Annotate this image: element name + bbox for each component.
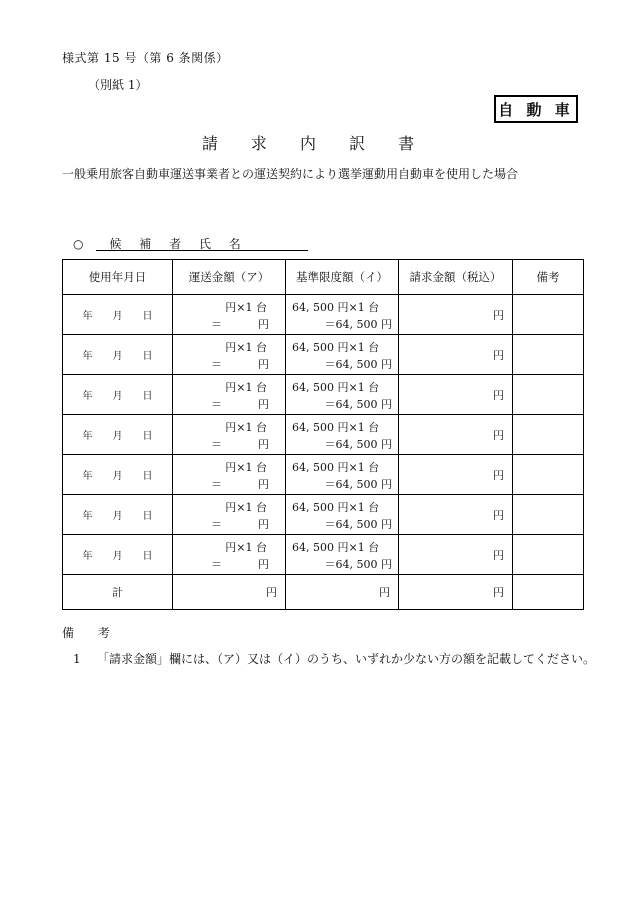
transport-amount-cell[interactable] bbox=[173, 335, 286, 375]
limit-unit: 64, 500 円×1 台 bbox=[292, 421, 380, 434]
transport-equals: ＝ bbox=[211, 478, 222, 491]
limit-amount-cell bbox=[286, 535, 399, 575]
transport-amount-cell[interactable] bbox=[173, 295, 286, 335]
header-limit-amount: 基準限度額（イ） bbox=[286, 260, 399, 295]
transport-amount-cell[interactable] bbox=[173, 455, 286, 495]
date-year: 年 bbox=[82, 471, 93, 482]
date-day: 日 bbox=[142, 471, 153, 482]
header-remarks: 備考 bbox=[513, 260, 584, 295]
total-label: 計 bbox=[63, 575, 173, 610]
total-row bbox=[63, 575, 584, 610]
remarks-cell[interactable] bbox=[513, 295, 584, 335]
transport-yen: 円 bbox=[258, 438, 269, 451]
date-day: 日 bbox=[142, 351, 153, 362]
transport-equals: ＝ bbox=[211, 438, 222, 451]
remarks-cell[interactable] bbox=[513, 535, 584, 575]
limit-unit: 64, 500 円×1 台 bbox=[292, 541, 380, 554]
table-header-row bbox=[63, 260, 584, 295]
transport-equals: ＝ bbox=[211, 358, 222, 371]
limit-unit: 64, 500 円×1 台 bbox=[292, 301, 380, 314]
remarks-cell[interactable] bbox=[513, 455, 584, 495]
remarks-cell[interactable] bbox=[513, 415, 584, 455]
form-number: 様式第 15 号（第 6 条関係） bbox=[62, 51, 229, 65]
limit-unit: 64, 500 円×1 台 bbox=[292, 381, 380, 394]
total-claim[interactable]: 円 bbox=[399, 575, 513, 610]
transport-yen: 円 bbox=[258, 398, 269, 411]
date-day: 日 bbox=[142, 311, 153, 322]
transport-equals: ＝ bbox=[211, 398, 222, 411]
claim-yen: 円 bbox=[493, 308, 504, 322]
claim-yen: 円 bbox=[493, 548, 504, 562]
date-year: 年 bbox=[82, 511, 93, 522]
limit-unit: 64, 500 円×1 台 bbox=[292, 461, 380, 474]
date-month: 月 bbox=[112, 391, 123, 402]
limit-total: ＝64, 500 円 bbox=[324, 518, 392, 531]
transport-yen: 円 bbox=[258, 518, 269, 531]
attachment-label: （別紙 1） bbox=[88, 78, 148, 92]
usage-date-cell[interactable] bbox=[63, 295, 173, 335]
date-year: 年 bbox=[82, 551, 93, 562]
claim-yen: 円 bbox=[493, 428, 504, 442]
table-row bbox=[63, 335, 584, 375]
date-day: 日 bbox=[142, 431, 153, 442]
table-row bbox=[63, 455, 584, 495]
limit-unit: 64, 500 円×1 台 bbox=[292, 501, 380, 514]
limit-amount-cell bbox=[286, 495, 399, 535]
transport-amount-cell[interactable] bbox=[173, 535, 286, 575]
transport-amount-cell[interactable] bbox=[173, 375, 286, 415]
limit-total: ＝64, 500 円 bbox=[324, 478, 392, 491]
claim-amount-cell[interactable] bbox=[399, 455, 513, 495]
note-number: 1 bbox=[73, 652, 81, 666]
transport-yen: 円 bbox=[258, 358, 269, 371]
date-month: 月 bbox=[112, 471, 123, 482]
transport-equals: ＝ bbox=[211, 518, 222, 531]
date-month: 月 bbox=[112, 431, 123, 442]
limit-total: ＝64, 500 円 bbox=[324, 358, 392, 371]
usage-date-cell[interactable] bbox=[63, 335, 173, 375]
claim-amount-cell[interactable] bbox=[399, 495, 513, 535]
note-text: 「請求金額」欄には、（ア）又は（イ）のうち、いずれか少ない方の額を記載してください。 bbox=[97, 652, 596, 666]
transport-yen: 円 bbox=[258, 558, 269, 571]
limit-amount-cell bbox=[286, 295, 399, 335]
claim-yen: 円 bbox=[493, 388, 504, 402]
claim-yen: 円 bbox=[493, 508, 504, 522]
limit-amount-cell bbox=[286, 455, 399, 495]
date-day: 日 bbox=[142, 391, 153, 402]
total-limit[interactable]: 円 bbox=[286, 575, 399, 610]
note-item bbox=[73, 650, 595, 667]
transport-yen: 円 bbox=[258, 478, 269, 491]
table-row bbox=[63, 295, 584, 335]
limit-amount-cell bbox=[286, 335, 399, 375]
transport-unit: 円×1 台 bbox=[225, 381, 267, 394]
header-transport-amount: 運送金額（ア） bbox=[173, 260, 286, 295]
claim-amount-cell[interactable] bbox=[399, 375, 513, 415]
date-year: 年 bbox=[82, 391, 93, 402]
date-year: 年 bbox=[82, 431, 93, 442]
usage-date-cell[interactable] bbox=[63, 375, 173, 415]
usage-date-cell[interactable] bbox=[63, 535, 173, 575]
limit-unit: 64, 500 円×1 台 bbox=[292, 341, 380, 354]
header-claim-amount: 請求金額（税込） bbox=[399, 260, 513, 295]
transport-unit: 円×1 台 bbox=[225, 341, 267, 354]
candidate-name-field[interactable] bbox=[96, 250, 308, 251]
usage-date-cell[interactable] bbox=[63, 415, 173, 455]
limit-total: ＝64, 500 円 bbox=[324, 398, 392, 411]
transport-unit: 円×1 台 bbox=[225, 501, 267, 514]
limit-total: ＝64, 500 円 bbox=[324, 558, 392, 571]
date-month: 月 bbox=[112, 551, 123, 562]
remarks-cell[interactable] bbox=[513, 495, 584, 535]
transport-unit: 円×1 台 bbox=[225, 421, 267, 434]
date-month: 月 bbox=[112, 511, 123, 522]
date-month: 月 bbox=[112, 351, 123, 362]
transport-unit: 円×1 台 bbox=[225, 461, 267, 474]
table-row bbox=[63, 495, 584, 535]
date-day: 日 bbox=[142, 551, 153, 562]
limit-amount-cell bbox=[286, 375, 399, 415]
table-row bbox=[63, 415, 584, 455]
claim-amount-cell[interactable] bbox=[399, 335, 513, 375]
transport-unit: 円×1 台 bbox=[225, 541, 267, 554]
claim-amount-cell[interactable] bbox=[399, 535, 513, 575]
transport-amount-cell[interactable] bbox=[173, 495, 286, 535]
candidate-name-label: ○ 候 補 者 氏 名 bbox=[73, 237, 248, 251]
transport-equals: ＝ bbox=[211, 318, 222, 331]
claim-yen: 円 bbox=[493, 348, 504, 362]
claim-yen: 円 bbox=[493, 468, 504, 482]
transport-unit: 円×1 台 bbox=[225, 301, 267, 314]
transport-yen: 円 bbox=[258, 318, 269, 331]
usage-date-cell[interactable] bbox=[63, 495, 173, 535]
total-transport[interactable]: 円 bbox=[173, 575, 286, 610]
remarks-cell[interactable] bbox=[513, 375, 584, 415]
limit-total: ＝64, 500 円 bbox=[324, 438, 392, 451]
date-year: 年 bbox=[82, 351, 93, 362]
claim-amount-cell[interactable] bbox=[399, 295, 513, 335]
notes-heading: 備 考 bbox=[62, 626, 120, 640]
claim-breakdown-table bbox=[62, 259, 584, 610]
vehicle-type-badge: 自 動 車 bbox=[494, 95, 578, 123]
page-title: 請 求 内 訳 書 bbox=[201, 134, 429, 153]
date-year: 年 bbox=[82, 311, 93, 322]
total-remarks[interactable] bbox=[513, 575, 584, 610]
transport-equals: ＝ bbox=[211, 558, 222, 571]
table-row bbox=[63, 375, 584, 415]
limit-total: ＝64, 500 円 bbox=[324, 318, 392, 331]
date-day: 日 bbox=[142, 511, 153, 522]
claim-amount-cell[interactable] bbox=[399, 415, 513, 455]
header-usage-date: 使用年月日 bbox=[63, 260, 173, 295]
transport-amount-cell[interactable] bbox=[173, 415, 286, 455]
page-subtitle: 一般乗用旅客自動車運送事業者との運送契約により選挙運動用自動車を使用した場合 bbox=[62, 167, 519, 181]
remarks-cell[interactable] bbox=[513, 335, 584, 375]
date-month: 月 bbox=[112, 311, 123, 322]
limit-amount-cell bbox=[286, 415, 399, 455]
usage-date-cell[interactable] bbox=[63, 455, 173, 495]
table-row bbox=[63, 535, 584, 575]
